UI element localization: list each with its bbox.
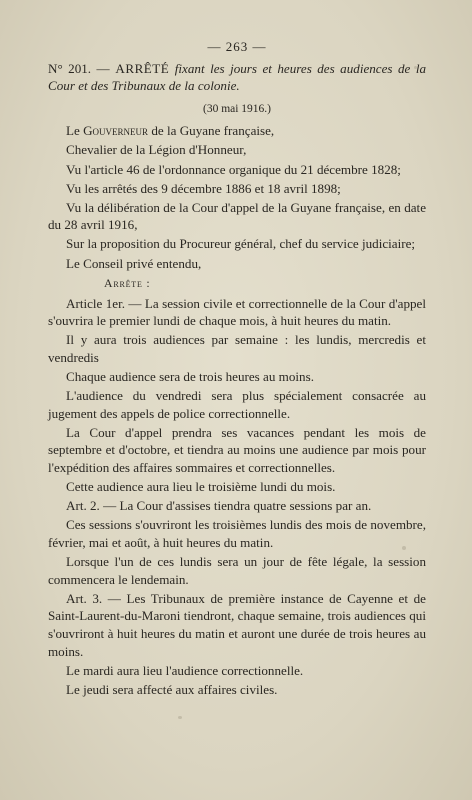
conseil-entendu: Le Conseil privé entendu,: [66, 255, 202, 271]
article-3: Art. 3. — Les Tribunaux de première instance de Cayenne et de Saint-Laurent-du-Maroni tiendront, chaque semaine, trois audiences qui s'ouvriront à huit heures du matin et auront une durée de trois heures au moins.: [48, 590, 426, 659]
vu-ordonnance: Vu l'article 46 de l'ordonnance organique du 21 décembre 1828;: [66, 161, 401, 177]
audience-vendredi: L'audience du vendredi sera plus spécialement consacrée au jugement des appels de police correctionnelle.: [48, 388, 426, 421]
audiences-par-semaine: Il y aura trois audiences par semaine : les lundis, mercredis et vendredis: [48, 332, 426, 365]
mardi-correctionnelle: Le mardi aura lieu l'audience correctionnelle.: [66, 662, 304, 678]
page-number: — 263 —: [207, 39, 267, 54]
article-2: Art. 2. — La Cour d'assises tiendra quatre sessions par an.: [66, 498, 372, 514]
governor-rest: de la Guyane française,: [148, 123, 275, 139]
paper-speck: [402, 546, 406, 550]
governor-title: Gouverneur: [83, 123, 149, 139]
paper-speck: [414, 66, 417, 69]
page-text: [48, 38, 426, 700]
decree-label: — ARRÊTÉ: [96, 60, 170, 76]
jeudi-civiles: Le jeudi sera affecté aux affaires civiles.: [66, 681, 278, 697]
arrete-heading: Arrête :: [104, 276, 151, 291]
decree-number: N° 201.: [48, 60, 92, 76]
decree-date: (30 mai 1916.): [202, 102, 272, 115]
vu-deliberation: Vu la délibération de la Cour d'appel de la Guyane française, en date du 28 avril 1916,: [48, 199, 426, 233]
troisieme-lundi: Cette audience aura lieu le troisième lundi du mois.: [66, 479, 336, 495]
vu-arretes: Vu les arrêtés des 9 décembre 1886 et 18 avril 1898;: [66, 180, 341, 196]
governor-line: [48, 122, 426, 140]
governor-prefix: Le: [66, 123, 84, 139]
duree-audience: Chaque audience sera de trois heures au moins.: [66, 369, 314, 385]
sessions-assises: Ces sessions s'ouvriront les troisièmes lundis des mois de novembre, février, mai et août, à huit heures du matin.: [48, 517, 426, 550]
paper-speck: [178, 716, 182, 719]
vacances-cour: La Cour d'appel prendra ses vacances pendant les mois de septembre et d'octobre, et tiendra au moins une audience par mois pour l'expédition des affaires sommaires et correctionnelles.: [48, 424, 426, 476]
sur-proposition: Sur la proposition du Procureur général, chef du service judiciaire;: [66, 236, 416, 252]
fete-legale: Lorsque l'un de ces lundis sera un jour de fête légale, la session commencera le lendemain.: [48, 554, 426, 587]
decree-title: [48, 60, 426, 95]
chevalier-line: Chevalier de la Légion d'Honneur,: [66, 142, 247, 158]
article-1: Article 1er. — La session civile et correctionnelle de la Cour d'appel s'ouvrira le premier lundi de chaque mois, à huit heures du matin.: [48, 295, 426, 329]
decree-subject: fixant les jours et heures des audiences de la Cour et des Tribunaux de la colonie.: [48, 60, 427, 94]
